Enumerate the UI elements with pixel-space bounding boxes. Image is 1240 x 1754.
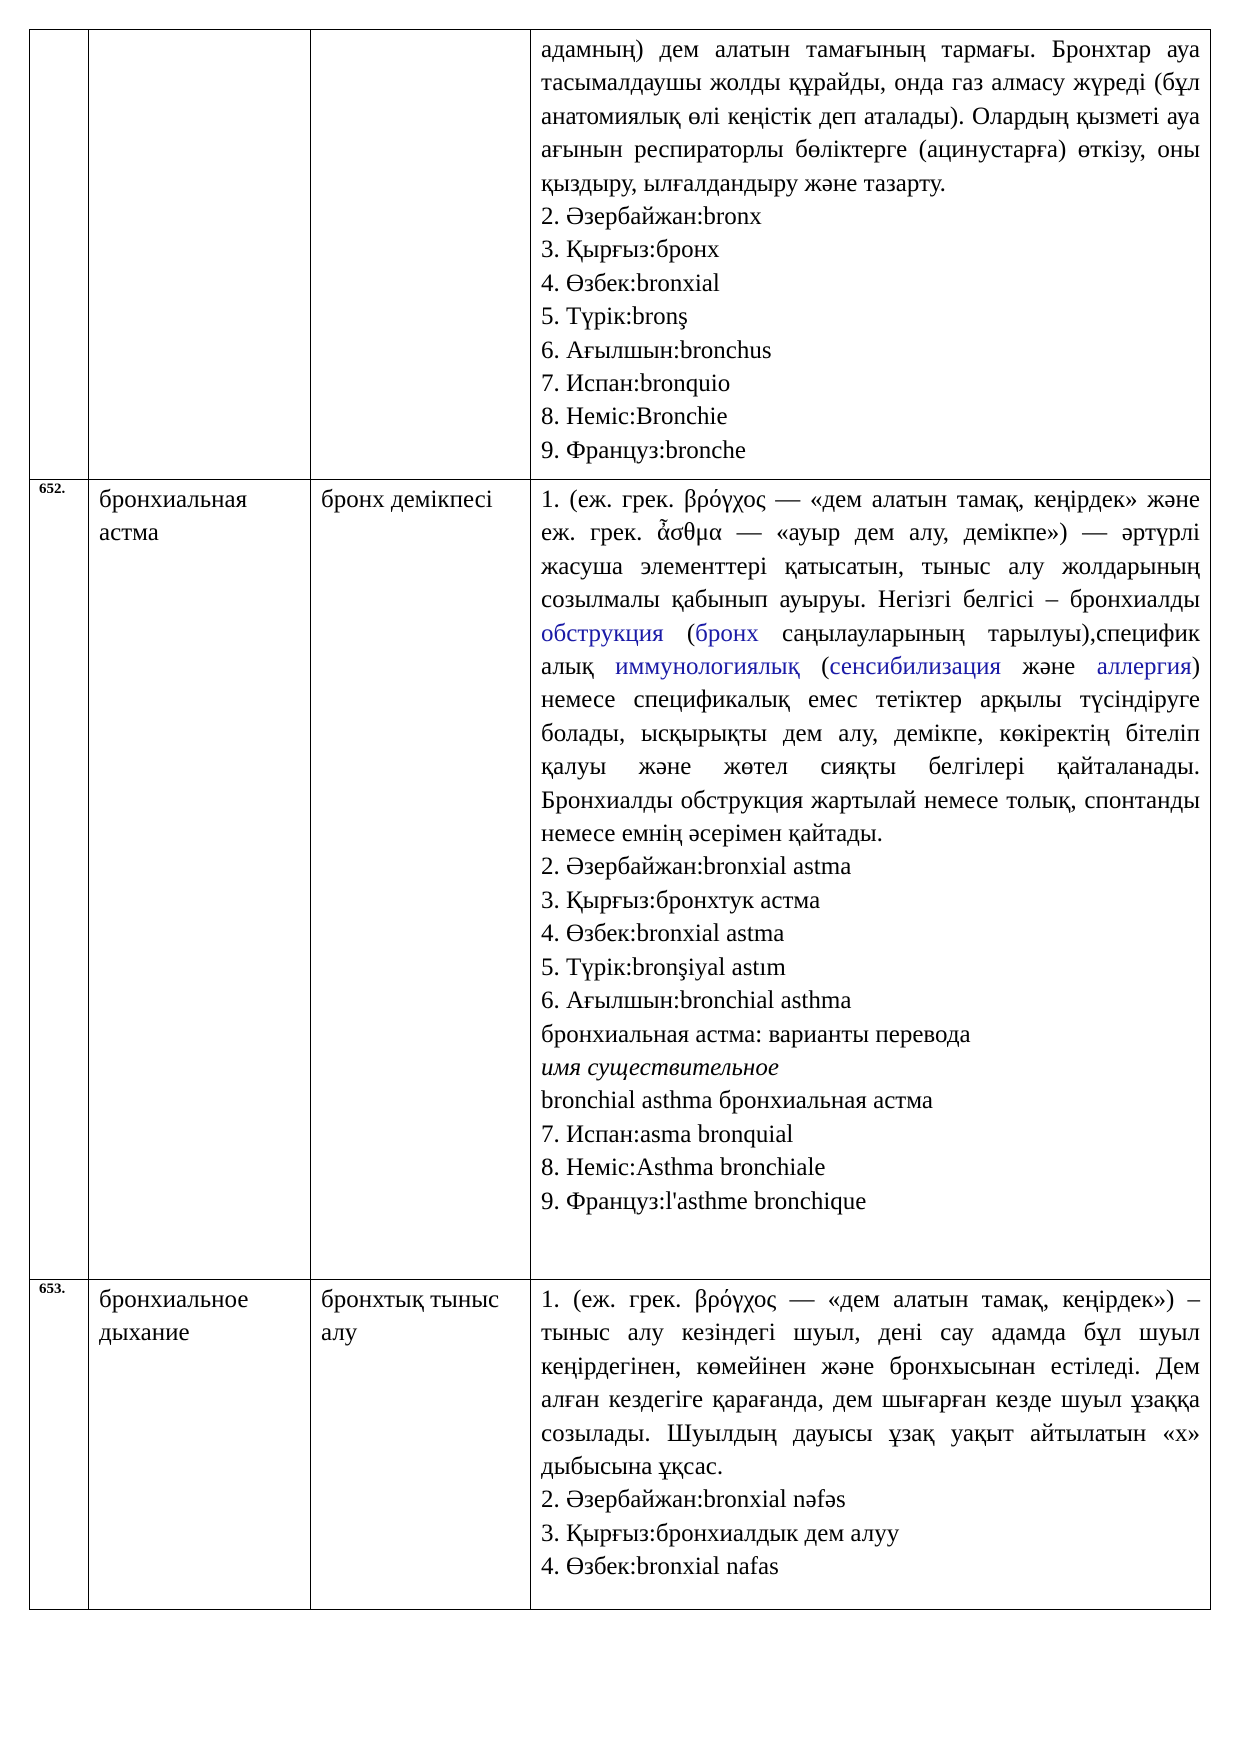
link-bronchus[interactable]: бронх — [695, 619, 759, 647]
definition-text — [541, 483, 1200, 850]
definition-segment: ( — [799, 653, 830, 681]
definition-segment: саңылауларының тарылуы),специфик​алық — [541, 619, 1200, 681]
translation-line: 7. Испан:asma bronquial — [541, 1120, 794, 1148]
translation-line: 8. Неміс:Asthma bronchiale — [541, 1154, 826, 1182]
translation-line: 3. Қырғыз:бронхтук астма — [541, 886, 821, 914]
russian-term: бронхиальное дыхание — [89, 1280, 311, 1610]
entry-number — [30, 30, 89, 480]
definition-text: 1. (еж. грек. βρόγχος — «дем алатын тамақ, кеңірдек») – тыныс алу кезіндегі шуыл, дені сау адамда бұл шуыл кеңірдегінен, көмейінен және бронхысынан естіледі. Дем алған кездегіге қарағанда, дем шығарған кезде шуыл ұзаққа созылады. Шуылдың дауысы ұзақ уақыт айтылатын «х» дыбысына ұқсас. — [541, 1286, 1200, 1481]
definition-segment: және — [1001, 653, 1097, 681]
link-immunological[interactable]: иммунологиялық — [615, 653, 800, 681]
table-row — [30, 1280, 1211, 1610]
translation-line: 9. Француз:bronche — [541, 436, 746, 464]
translation-line: 3. Қырғыз:бронх — [541, 236, 720, 264]
translation-line: 7. Испан:bronquio — [541, 370, 731, 398]
translation-line: 4. Өзбек:bronxial astma — [541, 920, 785, 948]
translation-line: 6. Ағылшын:bronchus — [541, 336, 772, 364]
extra-line: bronchial asthma бронхиальная астма — [541, 1087, 933, 1115]
definition-segment: ) немесе специфика​лық емес тетіктер арқылы түсіндіруге болады, ысқырықты дем алу, демікпе, көкіректің бітеліп қалуы және жөтел сияқты белгілері қайталанады. Бронхиалды обструкция жартылай немесе толық, спонтанды немесе емнің әсерімен қайтады. — [541, 653, 1201, 848]
translation-line: 2. Әзербайжан:bronx — [541, 203, 762, 231]
extra-line-italic: имя существительное — [541, 1053, 779, 1081]
russian-term: бронхиальная астма — [89, 480, 311, 1280]
translation-line: 8. Неміс:Bronchie — [541, 403, 728, 431]
definition-segment: 1. (еж. грек. βρόγχος — «дем алатын тамақ, кеңірдек» және еж. грек. ἆσθμα — «ауыр дем алу, демікпе») — әртүрлі жасуша элементтері қатысатын, тыныс алу жолдарының созылмалы қабынып ауыруы. Негізгі белгісі – бронхиалды — [541, 486, 1200, 614]
translation-line: 4. Өзбек:bronxial — [541, 269, 720, 297]
extra-line: бронхиальная астма: варианты перевода — [541, 1020, 971, 1048]
translation-line: 9. Француз:l'asthme bronchique — [541, 1187, 867, 1215]
link-obstruction[interactable]: обструкция — [541, 619, 664, 647]
dictionary-table — [29, 29, 1211, 1610]
translation-line: 2. Әзербайжан:bronxial astma — [541, 853, 852, 881]
translation-line: 5. Түрік:bronşiyal astım — [541, 953, 786, 981]
table-row — [30, 30, 1211, 480]
definition-cell — [531, 1280, 1211, 1610]
kazakh-term: бронхтық тыныс алу — [311, 1280, 531, 1610]
translation-line: 5. Түрік:bronş — [541, 303, 688, 331]
entry-number: 652. — [30, 480, 89, 1280]
definition-cell — [531, 30, 1211, 480]
translation-line: 2. Әзербайжан:bronxial nəfəs — [541, 1486, 846, 1514]
russian-term — [89, 30, 311, 480]
entry-number: 653. — [30, 1280, 89, 1610]
definition-segment: ( — [663, 619, 696, 647]
translation-line: 4. Өзбек:bronxial nafas — [541, 1553, 779, 1581]
kazakh-term — [311, 30, 531, 480]
table-row — [30, 480, 1211, 1280]
definition-text: адамның) дем алатын тамағының тармағы. Бронхтар ауа тасымалдаушы жолды құрайды, онда газ алмасу жүреді (бұл анатомиялық өлі кеңістік деп аталады). Олардың қызметі ауа ағынын респираторлы бөліктерге (ацинустарға) өткізу, оны қыздыру, ылғалдандыру және тазарту. — [541, 36, 1200, 197]
definition-cell — [531, 480, 1211, 1280]
kazakh-term: бронх демікпесі — [311, 480, 531, 1280]
translation-line: 3. Қырғыз:бронхиалдык дем алуу — [541, 1519, 900, 1547]
link-sensitization[interactable]: сенсибилизация — [829, 653, 1002, 681]
translation-line: 6. Ағылшын:bronchial asthma — [541, 987, 852, 1015]
link-allergy[interactable]: аллергия — [1096, 653, 1192, 681]
